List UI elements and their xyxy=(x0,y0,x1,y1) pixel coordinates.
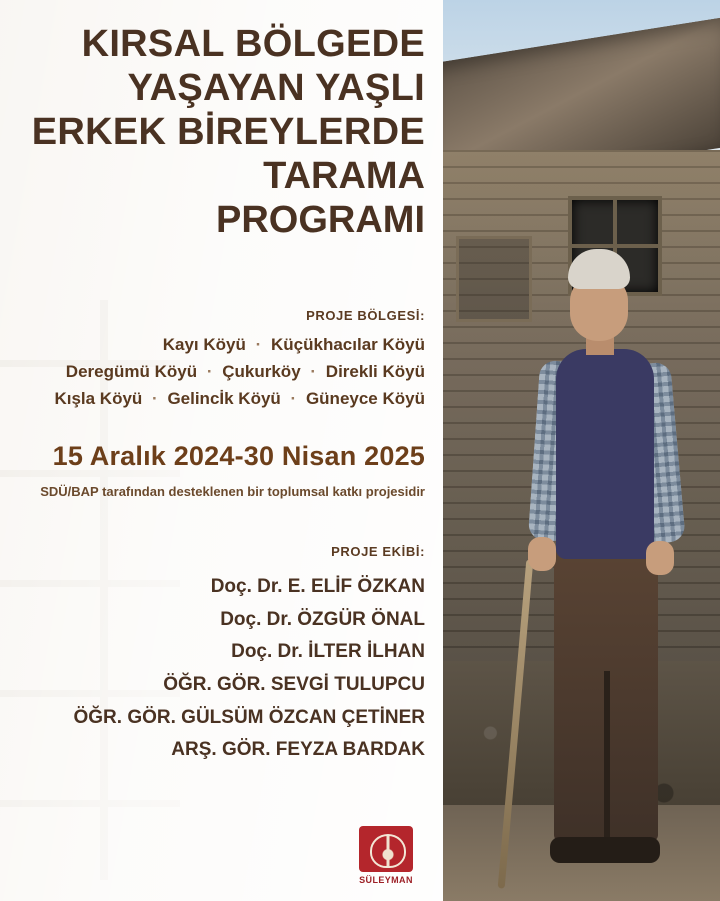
project-dates: 15 Aralık 2024-30 Nisan 2025 xyxy=(52,441,425,471)
knit-cap xyxy=(568,249,630,289)
team-member: Doç. Dr. ÖZGÜR ÖNAL xyxy=(220,608,425,630)
team-member: ARŞ. GÖR. FEYZA BARDAK xyxy=(171,739,425,761)
project-region-block xyxy=(13,308,425,413)
village-separator: · xyxy=(255,335,262,354)
title-line-5: PROGRAMI xyxy=(216,199,425,242)
team-member: ÖĞR. GÖR. SEVGİ TULUPCU xyxy=(163,674,425,696)
team-member-list xyxy=(13,571,425,767)
team-member: Doç. Dr. İLTER İLHAN xyxy=(231,641,425,663)
page-title xyxy=(13,22,425,242)
university-emblem-icon xyxy=(359,826,413,872)
hand-left xyxy=(528,537,556,571)
village-name: Deregümü Köyü xyxy=(65,362,198,382)
village-separator: · xyxy=(310,362,317,382)
university-logo-caption: SÜLEYMAN xyxy=(359,875,413,885)
village-name: Küçükhacılar Köyü xyxy=(271,335,425,354)
vest xyxy=(556,349,654,559)
title-line-2: YAŞAYAN YAŞLI xyxy=(127,67,425,110)
village-row-1 xyxy=(13,331,425,358)
leg-separation xyxy=(604,671,610,841)
village-name: Direkli Köyü xyxy=(325,362,425,382)
team-member: ÖĞR. GÖR. GÜLSÜM ÖZCAN ÇETİNER xyxy=(73,706,425,728)
title-line-1: KIRSAL BÖLGEDE xyxy=(81,23,425,65)
project-team-block xyxy=(13,544,425,767)
village-separator: · xyxy=(206,362,213,382)
elderly-man-figure xyxy=(510,241,700,901)
support-note: SDÜ/BAP tarafından desteklenen bir toplumsal katkı projesidir xyxy=(40,484,425,499)
photo-panel xyxy=(440,0,720,901)
title-line-3: ERKEK BİREYLERDE xyxy=(31,111,425,154)
village-separator: · xyxy=(290,389,297,409)
village-name: Kışla Köyü xyxy=(54,389,143,409)
project-team-label: PROJE EKİBİ: xyxy=(331,544,425,559)
village-list xyxy=(13,331,425,413)
project-region-label: PROJE BÖLGESİ: xyxy=(306,308,425,323)
hand-right xyxy=(646,541,674,575)
village-name: Gelincİk Köyü xyxy=(167,389,281,409)
village-name: Güneyce Köyü xyxy=(305,389,425,409)
team-member: Doç. Dr. E. ELİF ÖZKAN xyxy=(210,576,425,597)
village-name: Kayı Köyü xyxy=(162,335,246,354)
university-logo xyxy=(355,826,417,885)
title-line-4: TARAMA xyxy=(263,155,425,198)
village-row-3 xyxy=(13,385,425,412)
shoes xyxy=(550,837,660,863)
village-separator: · xyxy=(152,389,158,409)
village-row-2 xyxy=(13,358,425,385)
village-name: Çukurköy xyxy=(222,362,301,382)
